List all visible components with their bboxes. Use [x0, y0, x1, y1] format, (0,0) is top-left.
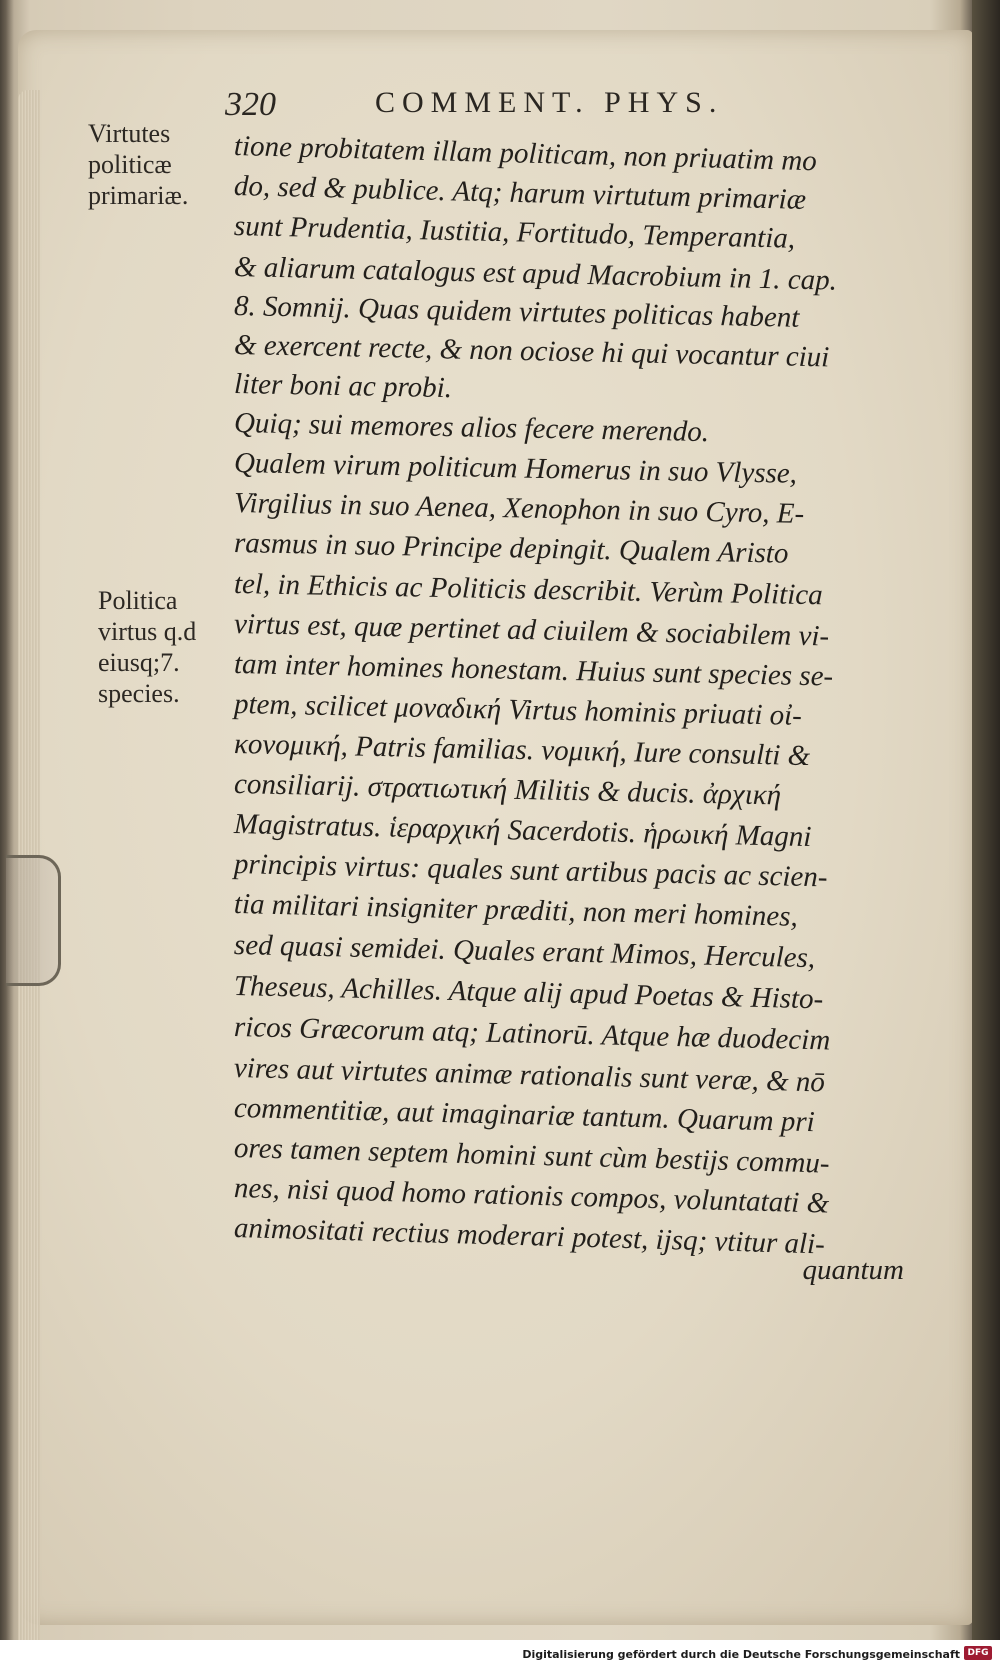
body-line: consiliarij. στρατιωτική Militis & ducis. ἀρχική	[233, 768, 782, 812]
body-line: rasmus in suo Principe depingit. Qualem Aristo	[233, 527, 789, 570]
body-line: sunt Prudentia, Iustitia, Fortitudo, Temperantia,	[233, 210, 796, 255]
body-line: 8. Somnij. Quas quidem virtutes politicas habent	[233, 290, 800, 334]
body-line: Quiq; sui memores alios fecere merendo.	[233, 407, 710, 449]
body-line: Theseus, Achilles. Atque alij apud Poetas & Histo-	[233, 970, 824, 1016]
body-line: vires aut virtutes animæ rationalis sunt veræ, & nō	[233, 1052, 826, 1099]
body-line: ptem, scilicet μοναδική Virtus hominis priuati οἰ-	[233, 688, 803, 732]
body-line: tione probitatem illam politicam, non priuatim mo	[233, 130, 818, 178]
margin-note-line: Politica	[98, 586, 178, 615]
body-line: Magistratus. ἱεραρχική Sacerdotis. ἡρωική Magni	[233, 808, 812, 854]
running-head	[225, 86, 785, 126]
body-line: κονομική, Patris familias. νομική, Iure consulti &	[233, 728, 811, 773]
margin-note-line: virtus q.d	[98, 617, 197, 646]
dfg-logo: DFG	[964, 1646, 992, 1660]
margin-note-virtutes	[88, 118, 188, 211]
margin-note-line: primariæ.	[88, 181, 189, 210]
body-line: tia militari insigniter præditi, non meri homines,	[233, 888, 799, 933]
body-line: ricos Græcorum atq; Latinorū. Atque hæ duodecim	[233, 1011, 831, 1057]
book-clasp	[6, 855, 61, 986]
body-line: Virgilius in suo Aenea, Xenophon in suo Cyro, E-	[233, 487, 805, 530]
book-spine	[972, 0, 1000, 1640]
body-line: tam inter homines honestam. Huius sunt species se-	[233, 648, 834, 693]
body-line: sed quasi semidei. Quales erant Mimos, Hercules,	[233, 929, 816, 975]
body-line: liter boni ac probi.	[233, 368, 453, 405]
margin-note-line: politicæ	[88, 150, 172, 179]
margin-note-politica	[98, 585, 196, 709]
body-line: animositati rectius moderari potest, ijsq; vtitur ali-	[233, 1212, 826, 1261]
body-line: ores tamen septem homini sunt cùm bestijs commu-	[233, 1132, 830, 1180]
body-line: & aliarum catalogus est apud Macrobium in 1. cap.	[233, 251, 838, 297]
margin-note-line: eiusq;7.	[98, 648, 180, 677]
body-line: do, sed & publice. Atq; harum virtutum primariæ	[233, 170, 807, 216]
running-title: COMMENT. PHYS.	[375, 86, 724, 119]
body-line: Qualem virum politicum Homerus in suo Vlysse,	[233, 447, 798, 490]
body-line: & exercent recte, & non ociose hi qui vocantur ciui	[233, 329, 830, 374]
margin-note-line: Virtutes	[88, 119, 171, 148]
body-line: commentitiæ, aut imaginariæ tantum. Quarum pri	[233, 1092, 816, 1139]
body-line: virtus est, quæ pertinet ad ciuilem & sociabilem vi-	[233, 608, 830, 653]
catchword: quantum	[802, 1254, 904, 1286]
page-number: 320	[225, 86, 276, 123]
body-line: tel, in Ethicis ac Politicis describit. Verùm Politica	[233, 568, 823, 612]
margin-note-line: species.	[98, 679, 180, 708]
digitization-credit: Digitalisierung gefördert durch die Deutsche Forschungsgemeinschaft	[522, 1648, 960, 1661]
body-line: nes, nisi quod homo rationis compos, voluntatati &	[233, 1172, 830, 1220]
body-line: principis virtus: quales sunt artibus pacis ac scien-	[233, 848, 828, 894]
